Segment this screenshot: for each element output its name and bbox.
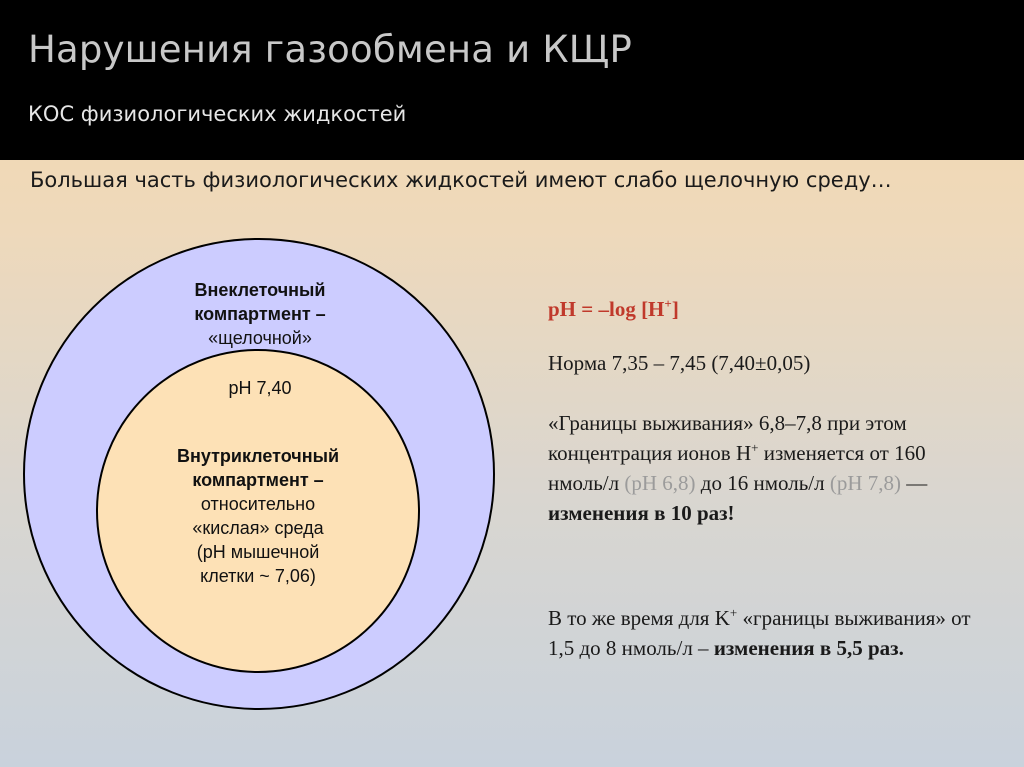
intracellular-line-1: относительно	[200, 494, 316, 514]
slide-subtitle: КОС физиологических жидкостей	[28, 102, 407, 126]
extracellular-line: «щелочной»	[208, 328, 312, 348]
extracellular-heading-1: Внеклеточный	[194, 280, 326, 300]
survival-grey-2: (pH 7,8)	[829, 471, 901, 495]
survival-text-2: изменяется от 160 нмоль/л	[548, 441, 926, 495]
survival-bold: изменения в 10 раз!	[548, 501, 735, 525]
survival-grey-1: (pH 6,8)	[624, 471, 696, 495]
intracellular-line-3: (pH мышечной	[196, 542, 320, 562]
intracellular-heading-2: компартмент –	[192, 470, 324, 490]
extracellular-ph: pH 7,40	[228, 378, 292, 398]
potassium-bold: изменения в 5,5 раз.	[713, 636, 904, 660]
survival-limits	[548, 408, 988, 528]
formula-sup: +	[664, 296, 672, 311]
intro-text: Большая часть физиологических жидкостей имеют слабо щелочную среду…	[30, 168, 892, 192]
ph-norm: Норма 7,35 – 7,45 (7,40±0,05)	[548, 351, 811, 375]
survival-sup: +	[751, 440, 759, 455]
potassium-text-1: В то же время для K	[548, 606, 730, 630]
formula-end: ]	[671, 297, 679, 321]
intracellular-line-2: «кислая» среда	[192, 518, 324, 538]
survival-text-1: «Границы выживания» 6,8–7,8 при этом концентрация ионов H	[548, 411, 907, 465]
potassium-sup: +	[729, 605, 738, 620]
intracellular-heading-1: Внутриклеточный	[176, 446, 340, 466]
intracellular-label	[138, 444, 378, 588]
survival-text-3: до 16 нмоль/л	[695, 471, 830, 495]
intracellular-line-4: клетки ~ 7,06)	[200, 566, 316, 586]
potassium-text-2: «границы выживания» от 1,5 до 8 нмоль/л –	[548, 606, 971, 660]
extracellular-heading-2: компартмент –	[194, 304, 326, 324]
ph-formula	[548, 294, 988, 324]
survival-text-4: —	[901, 471, 928, 495]
extracellular-label	[140, 278, 380, 350]
potassium-limits	[548, 603, 988, 663]
slide-title: Нарушения газообмена и КЩР	[28, 28, 632, 71]
formula-main: pH = –log [H	[548, 297, 665, 321]
header-bar	[0, 0, 1024, 160]
